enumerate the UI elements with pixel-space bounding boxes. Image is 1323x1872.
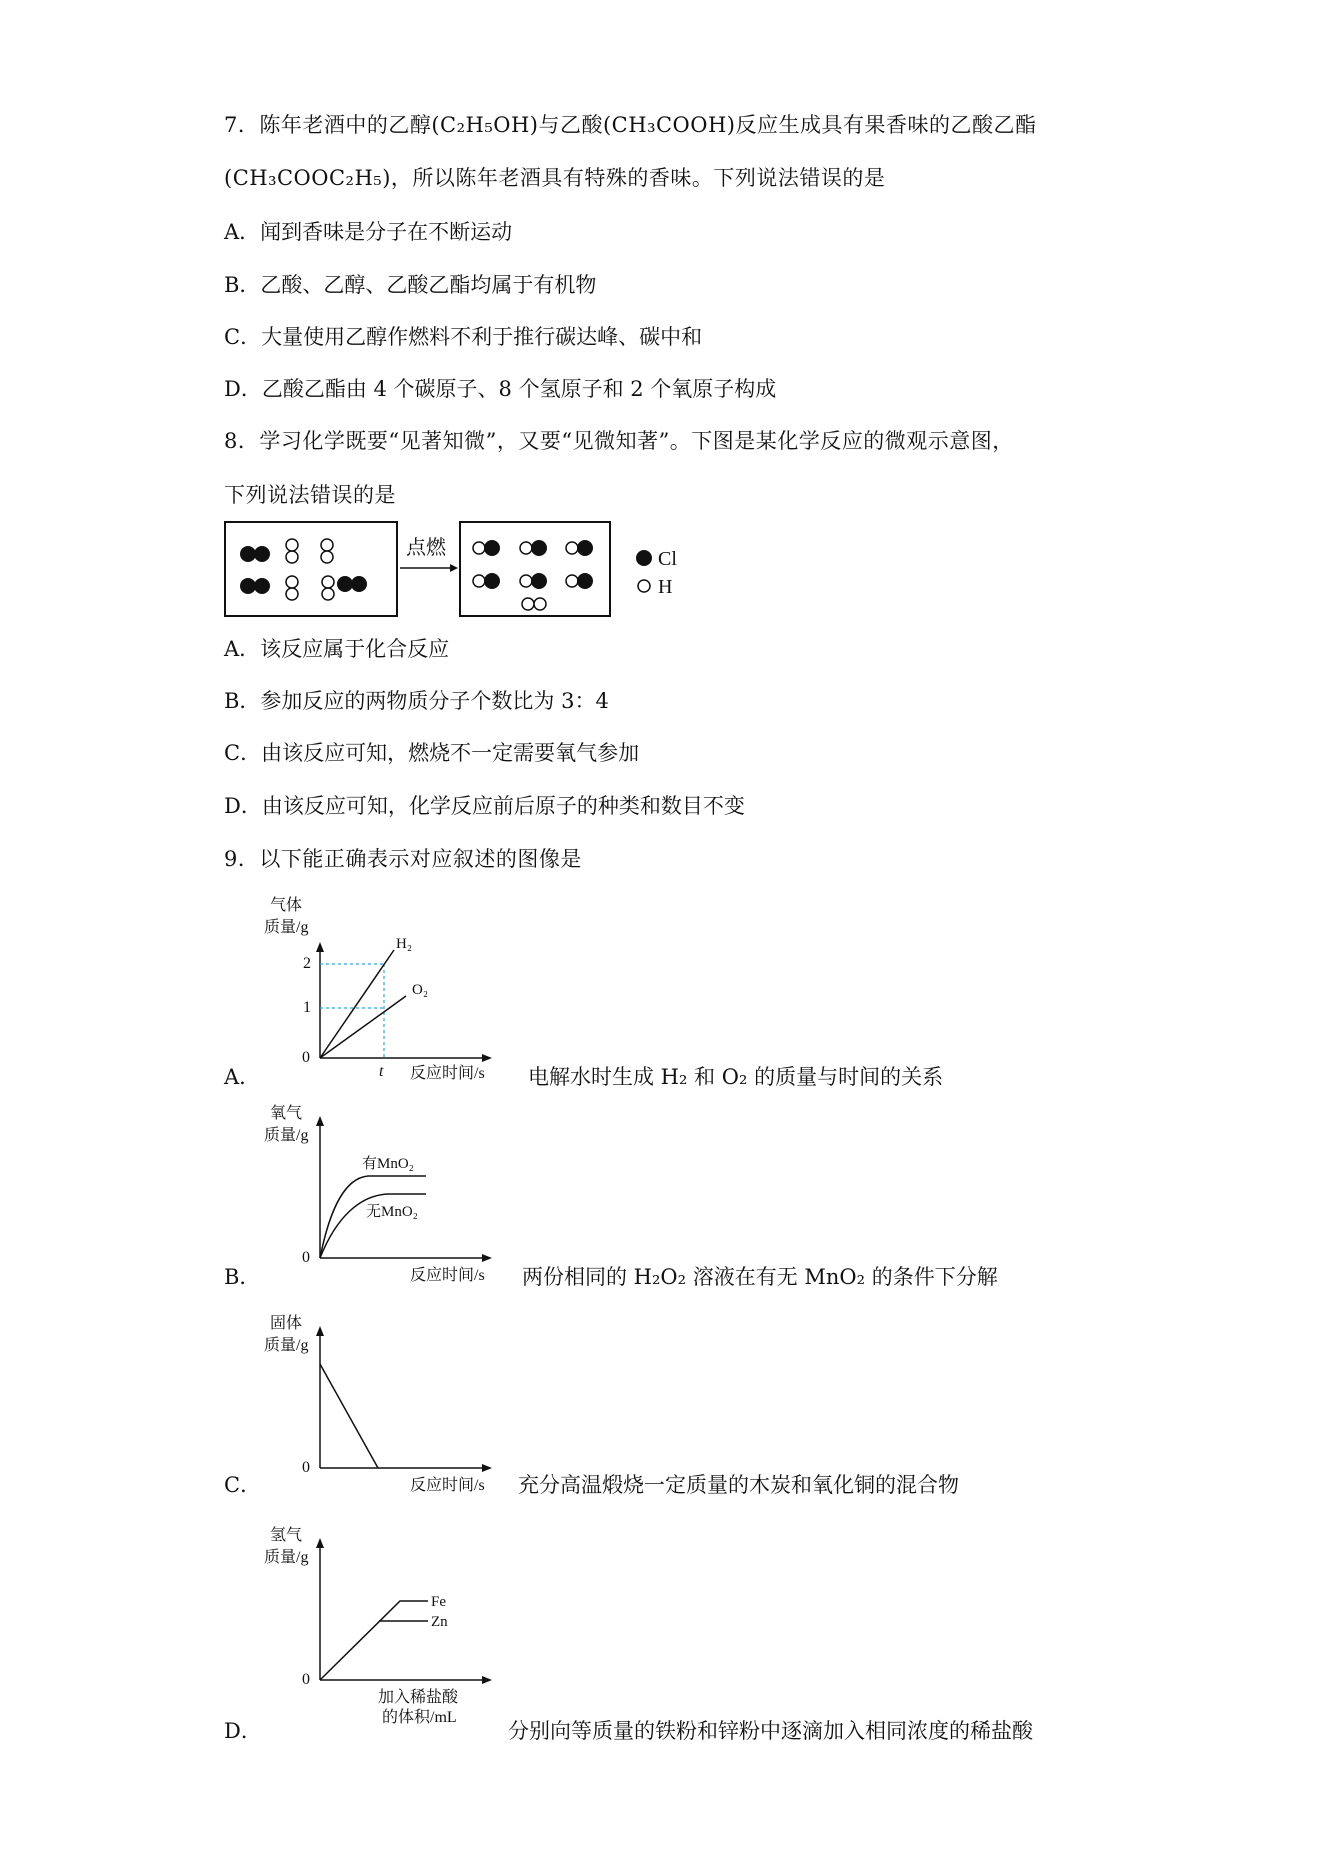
q8-option-b: B．参加反应的两物质分子个数比为 3：4 [224,689,609,713]
chart-a-origin: 0 [302,1049,310,1066]
q7-stem-line1: 7．陈年老酒中的乙醇(C₂H₅OH)与乙酸(CH₃COOH)反应生成具有果香味的乙酸乙酯 [224,113,1037,137]
chart-a-ytick-2: 2 [303,955,311,972]
q7-option-a: A．闻到香味是分子在不断运动 [224,220,513,244]
chart-d-series-fe [320,1601,428,1680]
q7-option-b: B．乙酸、乙醇、乙酸乙酯均属于有机物 [224,273,597,297]
chart-a-ylabel-2: 质量/g [264,919,309,936]
q8-option-d: D．由该反应可知，化学反应前后原子的种类和数目不变 [224,794,745,818]
q8-stem-line1: 8．学习化学既要“见著知微”，又要“见微知著”。下图是某化学反应的微观示意图， [224,429,1014,453]
q7-option-d: D．乙酸乙酯由 4 个碳原子、8 个氢原子和 2 个氧原子构成 [224,377,777,401]
reactants-box [225,522,397,616]
chart-a-series-o2 [320,996,406,1058]
chart-a-ylabel-1: 气体 [270,897,303,914]
q9-option-d-letter: D． [224,1719,262,1743]
reaction-micro-diagram [224,520,704,620]
chart-b-ylabel-1: 氧气 [270,1105,303,1122]
chart-c-origin: 0 [302,1459,310,1476]
chart-c-xlabel: 反应时间/s [410,1477,485,1494]
q9-option-c-letter: C． [224,1473,262,1497]
chart-a-xlabel: 反应时间/s [410,1065,485,1080]
legend-cl-label: Cl [658,548,677,570]
chart-b-label-with-mno2: 有MnO₂ [362,1156,414,1172]
chart-d-origin: 0 [302,1671,310,1688]
q9-option-b-letter: B． [224,1265,261,1289]
q9-option-b-desc: 两份相同的 H₂O₂ 溶液在有无 MnO₂ 的条件下分解 [522,1265,998,1289]
chart-a-label-h2: H₂ [396,936,413,952]
chart-c-series [320,1364,378,1468]
chart-b-label-without-mno2: 无MnO₂ [366,1204,418,1220]
chart-a-xtick-t: t [379,1063,384,1080]
arrow-label: 点燃 [406,537,446,559]
q9-stem: 9．以下能正确表示对应叙述的图像是 [224,847,582,871]
legend-h-label: H [658,576,673,598]
chart-a-series-h2 [320,950,394,1058]
q7-stem-line2: (CH₃COOC₂H₅)，所以陈年老酒具有特殊的香味。下列说法错误的是 [224,166,886,190]
q9-option-c-desc: 充分高温煅烧一定质量的木炭和氧化铜的混合物 [518,1473,959,1497]
q8-option-a: A．该反应属于化合反应 [224,637,450,661]
chart-c-ylabel-2: 质量/g [264,1337,309,1354]
chart-a-ytick-1: 1 [303,999,311,1016]
chart-c-ylabel-1: 固体 [270,1315,303,1332]
q8-stem-line2: 下列说法错误的是 [224,483,396,507]
chart-c [250,1308,510,1498]
q9-option-d-desc: 分别向等质量的铁粉和锌粉中逐滴加入相同浓度的稀盐酸 [508,1719,1033,1743]
legend-h-symbol [638,580,650,592]
chart-b-origin: 0 [302,1249,310,1266]
q8-option-c: C．由该反应可知，燃烧不一定需要氧气参加 [224,741,640,765]
chart-d-label-fe: Fe [431,1594,446,1610]
chart-d-xlabel-2: 的体积/mL [382,1709,457,1726]
chart-d-ylabel-2: 质量/g [264,1549,309,1566]
chart-d-ylabel-1: 氢气 [270,1527,303,1544]
legend-cl-symbol [636,550,652,566]
q7-option-c: C．大量使用乙醇作燃料不利于推行碳达峰、碳中和 [224,325,703,349]
chart-a [250,890,510,1080]
chart-d-label-zn: Zn [431,1614,448,1630]
chart-b-xlabel: 反应时间/s [410,1267,485,1284]
q9-option-a-desc: 电解水时生成 H₂ 和 O₂ 的质量与时间的关系 [528,1065,944,1089]
chart-d-xlabel-1: 加入稀盐酸 [378,1689,459,1706]
chart-d [250,1520,510,1740]
q9-option-a-letter: A． [224,1065,261,1089]
chart-a-label-o2: O₂ [412,982,429,998]
chart-b-ylabel-2: 质量/g [264,1127,309,1144]
chart-b [250,1098,510,1288]
